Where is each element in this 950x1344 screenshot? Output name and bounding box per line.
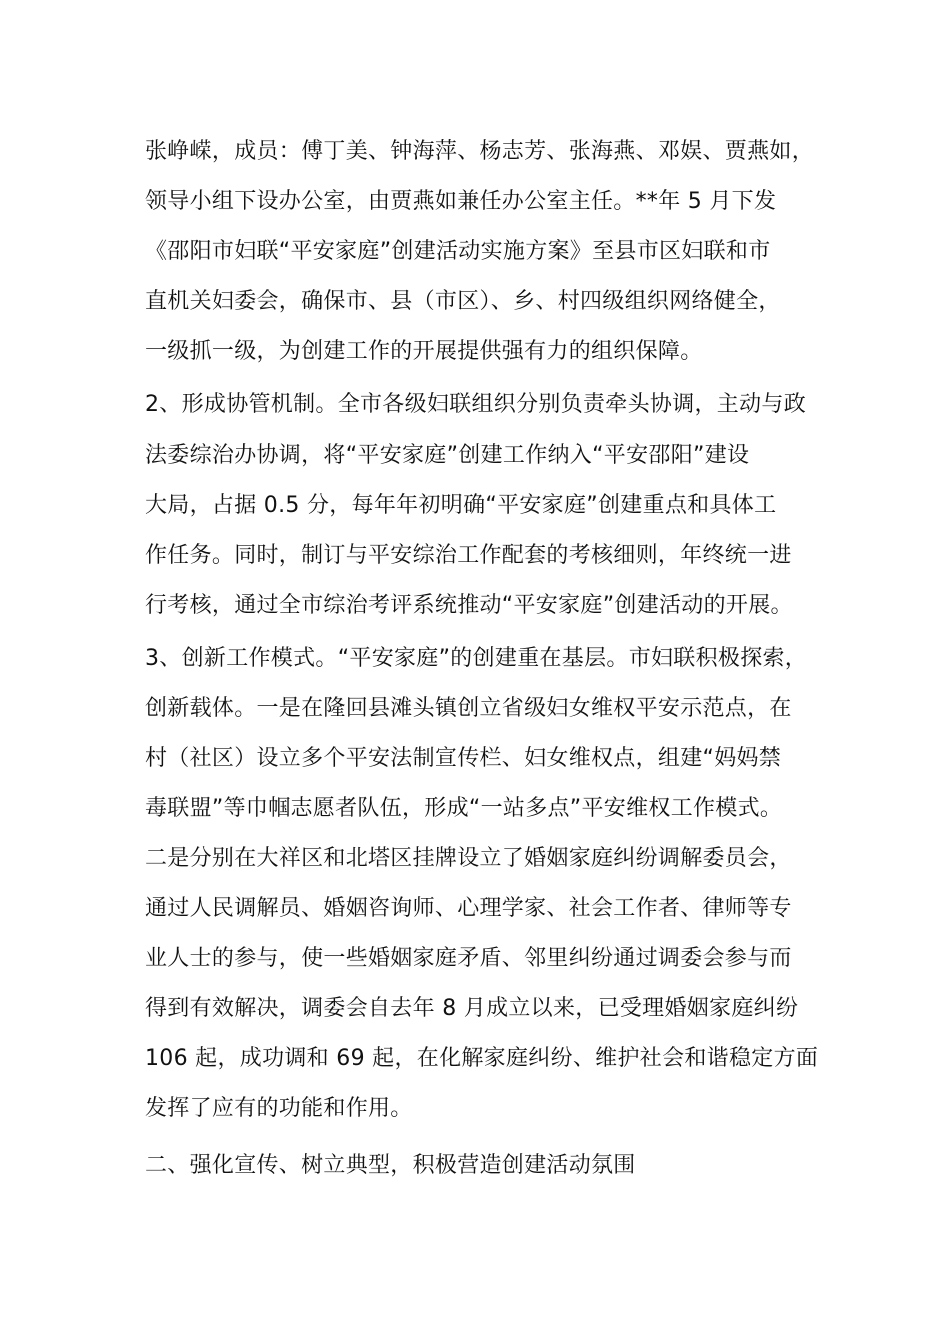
text-line: 得到有效解决，调委会自去年 8 月成立以来，已受理婚姻家庭纠纷 <box>145 996 799 1021</box>
text-line: 106 起，成功调和 69 起，在化解家庭纠纷、维护社会和谐稳定方面 <box>145 1046 819 1071</box>
text-line: 作任务。同时，制订与平安综治工作配套的考核细则，年终统一进 <box>145 543 792 568</box>
section-heading: 二、强化宣传、树立典型，积极营造创建活动氛围 <box>145 1153 636 1178</box>
text-line: 法委综治办协调，将“平安家庭”创建工作纳入“平安邵阳”建设 <box>145 443 750 468</box>
text-line: 二是分别在大祥区和北塔区挂牌设立了婚姻家庭纠纷调解委员会， <box>145 846 792 871</box>
text-line: 行考核，通过全市综治考评系统推动“平安家庭”创建活动的开展。 <box>145 593 793 618</box>
text-line: 张峥嵘，成员：傅丁美、钟海萍、杨志芳、张海燕、邓娱、贾燕如， <box>145 139 815 164</box>
text-line: 一级抓一级，为创建工作的开展提供强有力的组织保障。 <box>145 339 703 364</box>
text-line: 村（社区）设立多个平安法制宣传栏、妇女维权点，组建“妈妈禁 <box>145 746 782 771</box>
text-line: 2、形成协管机制。全市各级妇联组织分别负责牵头协调，主动与政 <box>145 392 806 417</box>
text-line: 通过人民调解员、婚姻咨询师、心理学家、社会工作者、律师等专 <box>145 896 792 921</box>
text-line: 《邵阳市妇联“平安家庭”创建活动实施方案》至县市区妇联和市 <box>145 239 771 264</box>
text-line: 创新载体。一是在隆回县滩头镇创立省级妇女维权平安示范点，在 <box>145 696 792 721</box>
text-line: 毒联盟”等巾帼志愿者队伍，形成“一站多点”平安维权工作模式。 <box>145 796 783 821</box>
text-line: 业人士的参与，使一些婚姻家庭矛盾、邻里纠纷通过调委会参与而 <box>145 946 792 971</box>
text-line: 大局，占据 0.5 分，每年年初明确“平安家庭”创建重点和具体工 <box>145 493 777 518</box>
text-line: 发挥了应有的功能和作用。 <box>145 1096 413 1121</box>
text-line: 领导小组下设办公室，由贾燕如兼任办公室主任。**年 5 月下发 <box>145 189 777 214</box>
text-line: 3、创新工作模式。“平安家庭”的创建重在基层。市妇联积极探索， <box>145 646 808 671</box>
text-line: 直机关妇委会，确保市、县（市区）、乡、村四级组织网络健全， <box>145 289 781 314</box>
